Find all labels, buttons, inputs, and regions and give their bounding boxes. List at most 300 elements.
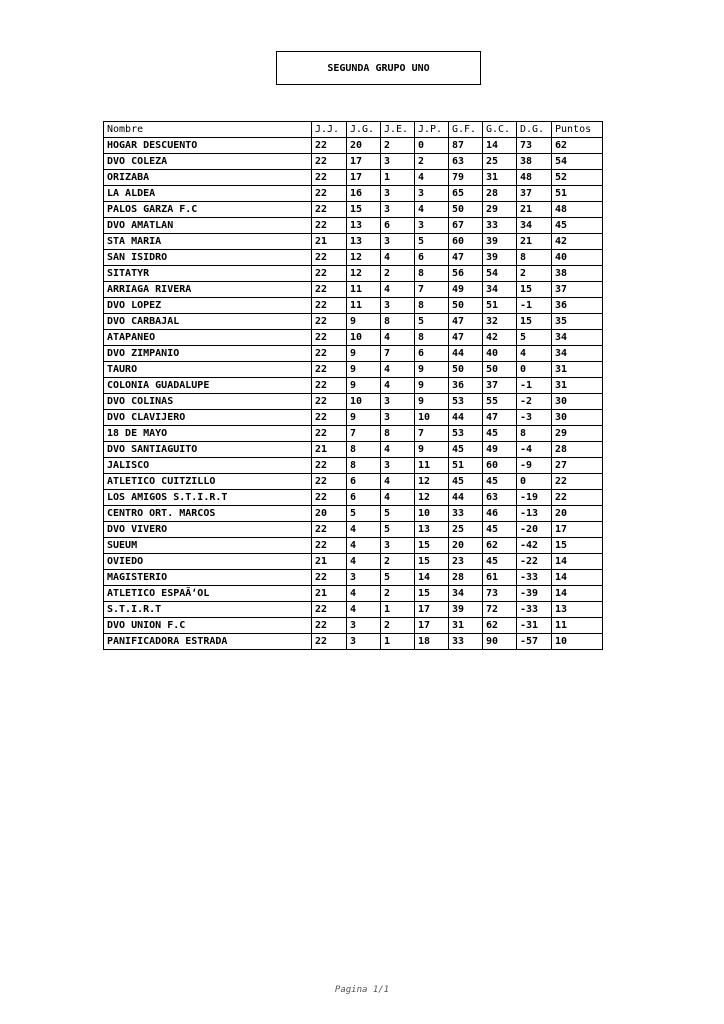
cell-gf: 79 (449, 170, 483, 186)
cell-dg: -20 (517, 522, 552, 538)
cell-team-name: LA ALDEA (104, 186, 312, 202)
cell-jp: 11 (415, 458, 449, 474)
col-header-gf: G.F. (449, 122, 483, 138)
cell-dg: -1 (517, 378, 552, 394)
cell-gc: 72 (483, 602, 517, 618)
cell-puntos: 22 (552, 474, 603, 490)
table-row (104, 394, 603, 410)
cell-jj: 22 (312, 538, 347, 554)
cell-gc: 47 (483, 410, 517, 426)
cell-team-name: DVO COLINAS (104, 394, 312, 410)
cell-jj: 22 (312, 202, 347, 218)
cell-je: 4 (381, 474, 415, 490)
cell-dg: 0 (517, 474, 552, 490)
cell-jp: 12 (415, 490, 449, 506)
cell-puntos: 14 (552, 554, 603, 570)
cell-gc: 55 (483, 394, 517, 410)
col-header-jp: J.P. (415, 122, 449, 138)
cell-je: 3 (381, 202, 415, 218)
cell-jg: 6 (347, 490, 381, 506)
table-row (104, 266, 603, 282)
cell-team-name: DVO VIVERO (104, 522, 312, 538)
table-body (104, 138, 603, 650)
cell-jg: 12 (347, 266, 381, 282)
cell-jg: 4 (347, 586, 381, 602)
cell-gc: 33 (483, 218, 517, 234)
cell-gc: 29 (483, 202, 517, 218)
cell-jg: 7 (347, 426, 381, 442)
cell-jj: 22 (312, 154, 347, 170)
cell-jj: 22 (312, 186, 347, 202)
cell-je: 4 (381, 282, 415, 298)
cell-gc: 73 (483, 586, 517, 602)
cell-gf: 51 (449, 458, 483, 474)
col-header-puntos: Puntos (552, 122, 603, 138)
cell-jp: 3 (415, 186, 449, 202)
table-row (104, 202, 603, 218)
cell-jj: 22 (312, 282, 347, 298)
cell-team-name: DVO AMATLAN (104, 218, 312, 234)
cell-jj: 20 (312, 506, 347, 522)
cell-gc: 39 (483, 234, 517, 250)
cell-je: 4 (381, 330, 415, 346)
cell-puntos: 52 (552, 170, 603, 186)
cell-gf: 23 (449, 554, 483, 570)
cell-team-name: ATLETICO ESPAÃ‘OL (104, 586, 312, 602)
cell-puntos: 15 (552, 538, 603, 554)
cell-gc: 61 (483, 570, 517, 586)
cell-gc: 45 (483, 522, 517, 538)
cell-gf: 33 (449, 506, 483, 522)
table-row (104, 522, 603, 538)
cell-gc: 40 (483, 346, 517, 362)
cell-team-name: SUEUM (104, 538, 312, 554)
cell-team-name: SAN ISIDRO (104, 250, 312, 266)
cell-jg: 3 (347, 570, 381, 586)
cell-dg: -31 (517, 618, 552, 634)
cell-gf: 47 (449, 314, 483, 330)
cell-jp: 17 (415, 602, 449, 618)
cell-jp: 15 (415, 586, 449, 602)
cell-dg: -9 (517, 458, 552, 474)
cell-puntos: 27 (552, 458, 603, 474)
cell-jp: 13 (415, 522, 449, 538)
cell-jp: 18 (415, 634, 449, 650)
cell-team-name: DVO CLAVIJERO (104, 410, 312, 426)
table-row (104, 314, 603, 330)
cell-je: 3 (381, 234, 415, 250)
cell-jj: 21 (312, 234, 347, 250)
cell-jp: 6 (415, 346, 449, 362)
cell-puntos: 10 (552, 634, 603, 650)
col-header-dg: D.G. (517, 122, 552, 138)
cell-gc: 42 (483, 330, 517, 346)
table-row (104, 410, 603, 426)
cell-jj: 22 (312, 298, 347, 314)
page-title: SEGUNDA GRUPO UNO (327, 62, 430, 74)
cell-jj: 22 (312, 330, 347, 346)
cell-gf: 49 (449, 282, 483, 298)
cell-dg: 4 (517, 346, 552, 362)
cell-jj: 22 (312, 474, 347, 490)
cell-gf: 47 (449, 250, 483, 266)
cell-je: 2 (381, 266, 415, 282)
cell-jj: 21 (312, 554, 347, 570)
cell-gf: 50 (449, 202, 483, 218)
cell-team-name: S.T.I.R.T (104, 602, 312, 618)
cell-gc: 28 (483, 186, 517, 202)
cell-jj: 22 (312, 250, 347, 266)
cell-gf: 67 (449, 218, 483, 234)
cell-puntos: 11 (552, 618, 603, 634)
cell-je: 8 (381, 314, 415, 330)
cell-jj: 22 (312, 490, 347, 506)
table-row (104, 378, 603, 394)
table-row (104, 442, 603, 458)
cell-gf: 44 (449, 410, 483, 426)
cell-puntos: 31 (552, 378, 603, 394)
cell-team-name: ARRIAGA RIVERA (104, 282, 312, 298)
cell-team-name: PALOS GARZA F.C (104, 202, 312, 218)
cell-gf: 36 (449, 378, 483, 394)
cell-jg: 9 (347, 410, 381, 426)
cell-jj: 22 (312, 618, 347, 634)
cell-jg: 8 (347, 442, 381, 458)
cell-dg: 5 (517, 330, 552, 346)
cell-puntos: 20 (552, 506, 603, 522)
table-row (104, 154, 603, 170)
cell-jj: 22 (312, 634, 347, 650)
cell-gf: 45 (449, 474, 483, 490)
cell-team-name: SITATYR (104, 266, 312, 282)
cell-jp: 8 (415, 266, 449, 282)
cell-je: 2 (381, 618, 415, 634)
cell-team-name: LOS AMIGOS S.T.I.R.T (104, 490, 312, 506)
cell-jp: 17 (415, 618, 449, 634)
table-row (104, 282, 603, 298)
cell-team-name: 18 DE MAYO (104, 426, 312, 442)
cell-gf: 39 (449, 602, 483, 618)
cell-gf: 34 (449, 586, 483, 602)
cell-je: 3 (381, 186, 415, 202)
cell-jp: 15 (415, 554, 449, 570)
table-row (104, 618, 603, 634)
cell-team-name: ORIZABA (104, 170, 312, 186)
cell-jg: 8 (347, 458, 381, 474)
header-row (104, 122, 603, 138)
table-row (104, 538, 603, 554)
cell-jj: 22 (312, 314, 347, 330)
cell-dg: -19 (517, 490, 552, 506)
cell-gc: 46 (483, 506, 517, 522)
cell-je: 3 (381, 154, 415, 170)
cell-je: 8 (381, 426, 415, 442)
cell-puntos: 45 (552, 218, 603, 234)
cell-jj: 22 (312, 138, 347, 154)
cell-je: 2 (381, 138, 415, 154)
cell-gf: 53 (449, 394, 483, 410)
cell-jg: 17 (347, 170, 381, 186)
cell-jg: 6 (347, 474, 381, 490)
cell-je: 2 (381, 586, 415, 602)
cell-gc: 37 (483, 378, 517, 394)
cell-jj: 22 (312, 458, 347, 474)
cell-jj: 22 (312, 362, 347, 378)
cell-jp: 8 (415, 330, 449, 346)
cell-dg: 15 (517, 314, 552, 330)
cell-gc: 39 (483, 250, 517, 266)
cell-puntos: 31 (552, 362, 603, 378)
cell-jp: 0 (415, 138, 449, 154)
cell-gf: 50 (449, 298, 483, 314)
table-row (104, 602, 603, 618)
cell-team-name: DVO COLEZA (104, 154, 312, 170)
cell-jj: 22 (312, 266, 347, 282)
cell-jp: 9 (415, 394, 449, 410)
cell-jj: 22 (312, 522, 347, 538)
cell-puntos: 37 (552, 282, 603, 298)
cell-je: 4 (381, 378, 415, 394)
table-row (104, 586, 603, 602)
table-row (104, 634, 603, 650)
table-row (104, 218, 603, 234)
cell-puntos: 17 (552, 522, 603, 538)
cell-jg: 9 (347, 362, 381, 378)
cell-je: 5 (381, 570, 415, 586)
cell-team-name: COLONIA GUADALUPE (104, 378, 312, 394)
cell-team-name: STA MARIA (104, 234, 312, 250)
cell-je: 3 (381, 298, 415, 314)
cell-jp: 15 (415, 538, 449, 554)
cell-dg: 73 (517, 138, 552, 154)
cell-je: 7 (381, 346, 415, 362)
table-row (104, 474, 603, 490)
cell-je: 1 (381, 170, 415, 186)
cell-team-name: JALISCO (104, 458, 312, 474)
cell-gc: 45 (483, 554, 517, 570)
cell-dg: 21 (517, 234, 552, 250)
cell-jg: 10 (347, 394, 381, 410)
cell-gc: 63 (483, 490, 517, 506)
cell-gf: 87 (449, 138, 483, 154)
cell-gf: 60 (449, 234, 483, 250)
cell-jj: 21 (312, 442, 347, 458)
cell-dg: 0 (517, 362, 552, 378)
cell-je: 3 (381, 410, 415, 426)
cell-gc: 32 (483, 314, 517, 330)
cell-gf: 53 (449, 426, 483, 442)
cell-je: 1 (381, 602, 415, 618)
table-row (104, 426, 603, 442)
cell-je: 2 (381, 554, 415, 570)
cell-jg: 9 (347, 346, 381, 362)
cell-dg: 8 (517, 250, 552, 266)
page-number: Pagina 1/1 (334, 985, 390, 995)
cell-je: 1 (381, 634, 415, 650)
cell-team-name: OVIEDO (104, 554, 312, 570)
cell-puntos: 13 (552, 602, 603, 618)
cell-jp: 3 (415, 218, 449, 234)
table-row (104, 170, 603, 186)
cell-puntos: 35 (552, 314, 603, 330)
cell-gc: 62 (483, 618, 517, 634)
cell-puntos: 54 (552, 154, 603, 170)
cell-dg: 8 (517, 426, 552, 442)
cell-team-name: TAURO (104, 362, 312, 378)
cell-gf: 47 (449, 330, 483, 346)
cell-jj: 22 (312, 426, 347, 442)
cell-dg: 15 (517, 282, 552, 298)
cell-jp: 4 (415, 170, 449, 186)
cell-jp: 7 (415, 426, 449, 442)
cell-puntos: 29 (552, 426, 603, 442)
cell-jp: 9 (415, 362, 449, 378)
cell-gf: 25 (449, 522, 483, 538)
cell-puntos: 62 (552, 138, 603, 154)
cell-gf: 65 (449, 186, 483, 202)
cell-jj: 22 (312, 394, 347, 410)
cell-gc: 60 (483, 458, 517, 474)
table-row (104, 490, 603, 506)
cell-team-name: DVO CARBAJAL (104, 314, 312, 330)
cell-puntos: 36 (552, 298, 603, 314)
cell-jp: 4 (415, 202, 449, 218)
cell-gf: 45 (449, 442, 483, 458)
cell-puntos: 30 (552, 394, 603, 410)
cell-jp: 10 (415, 506, 449, 522)
cell-gf: 20 (449, 538, 483, 554)
cell-jg: 3 (347, 618, 381, 634)
cell-gc: 54 (483, 266, 517, 282)
cell-gf: 56 (449, 266, 483, 282)
cell-je: 3 (381, 458, 415, 474)
cell-puntos: 28 (552, 442, 603, 458)
cell-jg: 11 (347, 298, 381, 314)
cell-je: 4 (381, 490, 415, 506)
cell-puntos: 30 (552, 410, 603, 426)
page-title-box (276, 51, 481, 85)
table-header (104, 122, 603, 138)
cell-jg: 4 (347, 522, 381, 538)
cell-jg: 10 (347, 330, 381, 346)
table-row (104, 234, 603, 250)
cell-je: 3 (381, 538, 415, 554)
cell-team-name: CENTRO ORT. MARCOS (104, 506, 312, 522)
cell-dg: -22 (517, 554, 552, 570)
cell-dg: -4 (517, 442, 552, 458)
col-header-je: J.E. (381, 122, 415, 138)
cell-jg: 11 (347, 282, 381, 298)
cell-jj: 22 (312, 602, 347, 618)
cell-gc: 51 (483, 298, 517, 314)
cell-jj: 22 (312, 410, 347, 426)
cell-jj: 22 (312, 378, 347, 394)
cell-dg: -33 (517, 602, 552, 618)
cell-gc: 50 (483, 362, 517, 378)
cell-jg: 4 (347, 554, 381, 570)
cell-jg: 17 (347, 154, 381, 170)
cell-je: 4 (381, 442, 415, 458)
cell-je: 5 (381, 506, 415, 522)
cell-jg: 16 (347, 186, 381, 202)
cell-jp: 9 (415, 442, 449, 458)
cell-jp: 7 (415, 282, 449, 298)
cell-dg: 2 (517, 266, 552, 282)
cell-puntos: 42 (552, 234, 603, 250)
cell-jp: 12 (415, 474, 449, 490)
table-row (104, 186, 603, 202)
cell-gf: 50 (449, 362, 483, 378)
cell-jj: 22 (312, 346, 347, 362)
cell-gf: 63 (449, 154, 483, 170)
cell-team-name: DVO SANTIAGUITO (104, 442, 312, 458)
table-row (104, 570, 603, 586)
cell-puntos: 14 (552, 586, 603, 602)
cell-dg: -13 (517, 506, 552, 522)
cell-jg: 9 (347, 314, 381, 330)
col-header-jg: J.G. (347, 122, 381, 138)
col-header-gc: G.C. (483, 122, 517, 138)
cell-puntos: 14 (552, 570, 603, 586)
cell-gc: 90 (483, 634, 517, 650)
cell-jg: 4 (347, 538, 381, 554)
cell-je: 4 (381, 250, 415, 266)
cell-gf: 44 (449, 490, 483, 506)
cell-dg: -57 (517, 634, 552, 650)
cell-jp: 14 (415, 570, 449, 586)
cell-dg: 48 (517, 170, 552, 186)
cell-jg: 13 (347, 234, 381, 250)
cell-jg: 15 (347, 202, 381, 218)
cell-gf: 33 (449, 634, 483, 650)
cell-dg: -1 (517, 298, 552, 314)
cell-gc: 31 (483, 170, 517, 186)
cell-gc: 62 (483, 538, 517, 554)
col-header-nombre: Nombre (104, 122, 312, 138)
col-header-jj: J.J. (312, 122, 347, 138)
cell-gf: 31 (449, 618, 483, 634)
cell-jj: 21 (312, 586, 347, 602)
cell-jp: 2 (415, 154, 449, 170)
page-footer (0, 985, 724, 995)
cell-jg: 3 (347, 634, 381, 650)
table-row (104, 250, 603, 266)
cell-dg: -3 (517, 410, 552, 426)
cell-je: 5 (381, 522, 415, 538)
cell-dg: 37 (517, 186, 552, 202)
table-row (104, 330, 603, 346)
cell-jg: 5 (347, 506, 381, 522)
cell-dg: 38 (517, 154, 552, 170)
cell-puntos: 22 (552, 490, 603, 506)
table-row (104, 298, 603, 314)
standings-table (103, 121, 603, 650)
cell-puntos: 34 (552, 346, 603, 362)
cell-dg: 21 (517, 202, 552, 218)
cell-jp: 5 (415, 314, 449, 330)
cell-dg: -42 (517, 538, 552, 554)
cell-team-name: PANIFICADORA ESTRADA (104, 634, 312, 650)
cell-gc: 14 (483, 138, 517, 154)
cell-gc: 34 (483, 282, 517, 298)
cell-team-name: DVO LOPEZ (104, 298, 312, 314)
cell-jg: 9 (347, 378, 381, 394)
cell-gc: 49 (483, 442, 517, 458)
table-row (104, 138, 603, 154)
cell-je: 3 (381, 394, 415, 410)
cell-jp: 8 (415, 298, 449, 314)
cell-puntos: 40 (552, 250, 603, 266)
